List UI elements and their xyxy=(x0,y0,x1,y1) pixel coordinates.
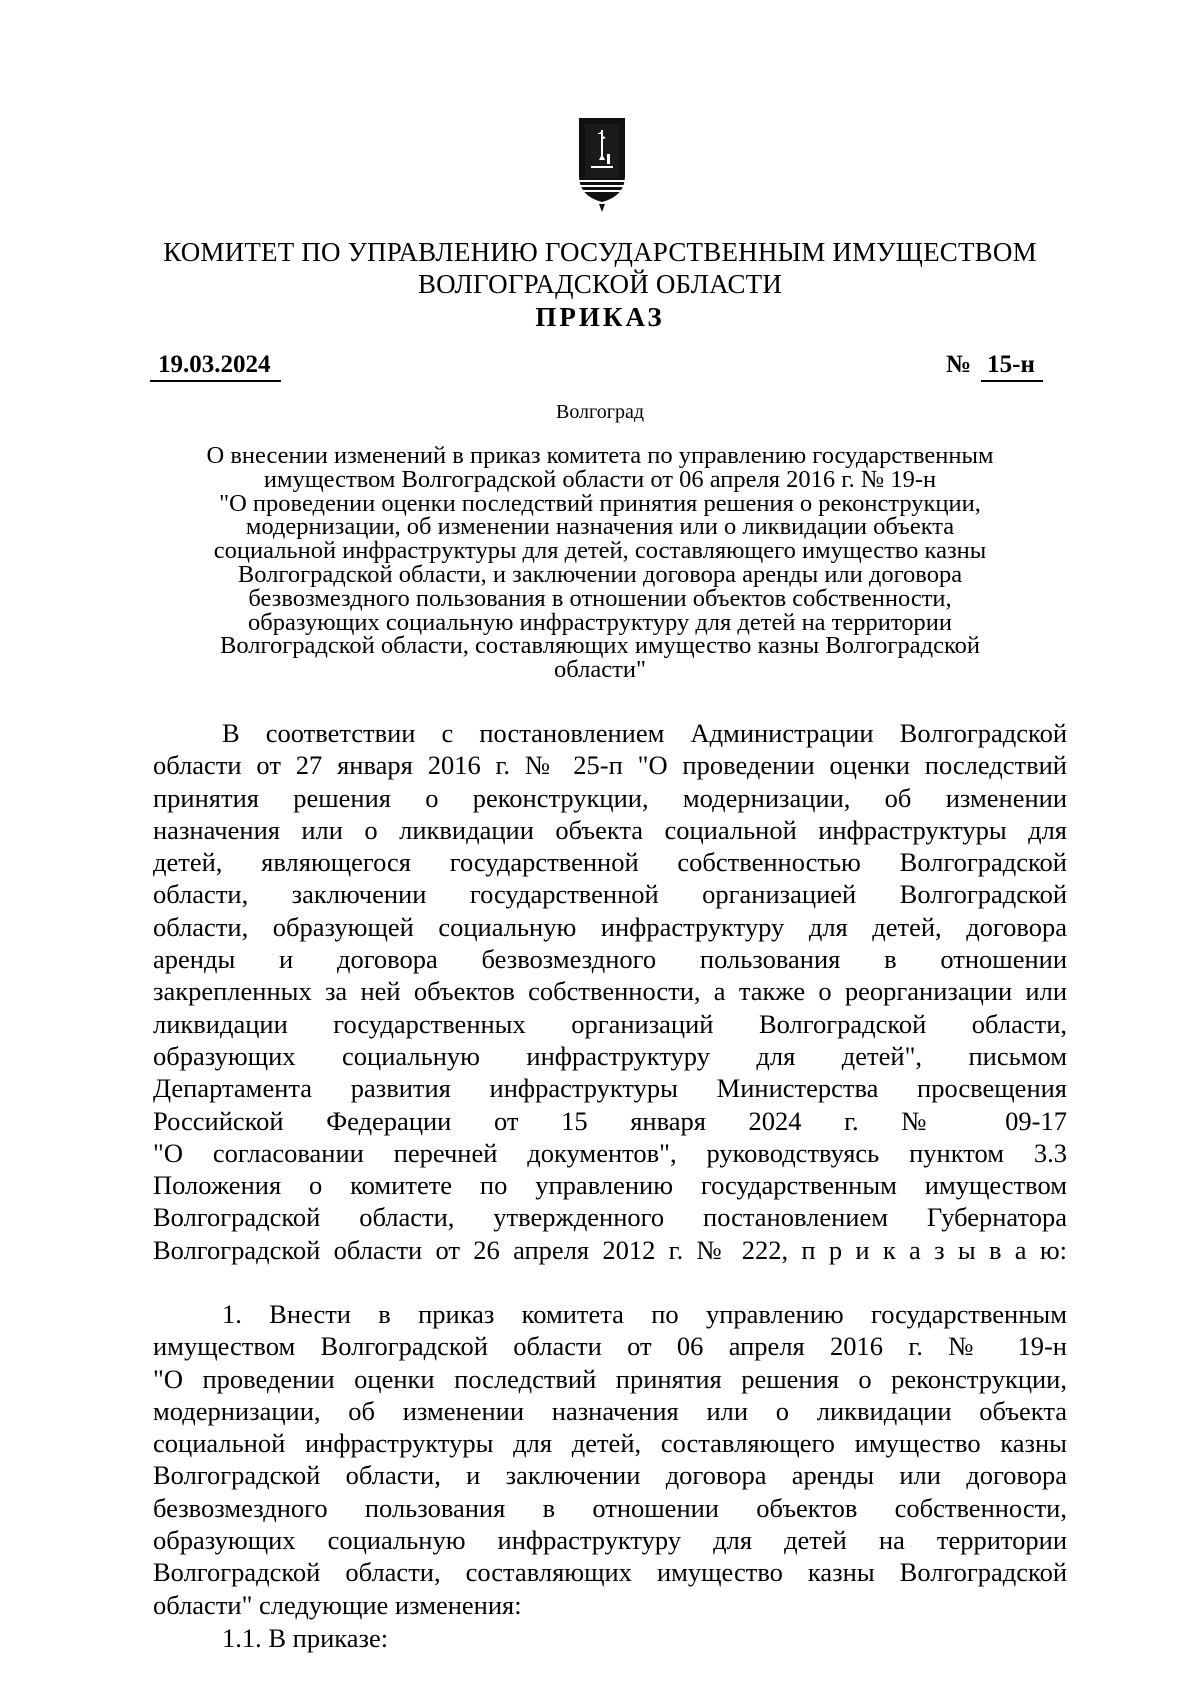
order-subject xyxy=(148,444,1052,682)
organization-name-line-1: КОМИТЕТ ПО УПРАВЛЕНИЮ ГОСУДАРСТВЕННЫМ ИМУЩЕСТВОМ xyxy=(163,237,1037,267)
item-1-line: области" следующие изменения: xyxy=(153,1589,522,1620)
order-date: 19.03.2024 xyxy=(150,350,281,382)
item-1-line: модернизации, об изменении назначения или о ликвидации объекта xyxy=(153,1395,1067,1426)
subject-line: образующих социальную инфраструктуру для детей на территории xyxy=(248,608,952,636)
order-number-value: 15-н xyxy=(981,350,1043,382)
body-line: Волгоградской области, утвержденного постановлением Губернатора xyxy=(153,1202,1067,1233)
body-line: аренды и договора безвозмездного пользования в отношении xyxy=(153,944,1067,975)
body-line: области, заключении государственной организацией Волгоградской xyxy=(153,879,1067,910)
body-line: Департамента развития инфраструктуры Министерства просвещения xyxy=(153,1073,1067,1104)
body-line: принятия решения о реконструкции, модернизации, об изменении xyxy=(153,782,1067,813)
body-line: В соответствии с постановлением Администрации Волгоградской xyxy=(222,718,1067,748)
body-line: Волгоградской области от 26 апреля 2012 г. № 222, п р и к а з ы в а ю: xyxy=(153,1234,1067,1265)
item-1-line: Волгоградской области, составляющих имущество казны Волгоградской xyxy=(153,1557,1067,1588)
body-line: ликвидации государственных организаций Волгоградской области, xyxy=(153,1008,1067,1039)
subject-line: О внесении изменений в приказ комитета по управлению государственным xyxy=(206,442,994,469)
item-1-line: "О проведении оценки последствий принятия решения о реконструкции, xyxy=(153,1363,1067,1394)
subject-line: имуществом Волгоградской области от 06 апреля 2016 г. № 19-н xyxy=(263,465,937,493)
preamble-paragraph xyxy=(153,717,1067,1266)
order-number xyxy=(946,350,1043,382)
subject-line: Волгоградской области, и заключении договора аренды или договора xyxy=(237,560,963,588)
body-line: области, образующей социальную инфраструктуру для детей, договора xyxy=(153,911,1067,942)
item-1-line: имуществом Волгоградской области от 06 апреля 2016 г. № 19-н xyxy=(153,1331,1067,1362)
body-line: закрепленных за ней объектов собственности, а также о реорганизации или xyxy=(153,976,1067,1007)
document-type-title: ПРИКАЗ xyxy=(535,302,665,332)
subject-line: области" xyxy=(554,656,646,684)
subject-line: модернизации, об изменении назначения или о ликвидации объекта xyxy=(245,513,955,541)
city-name: Волгоград xyxy=(555,401,645,423)
item-1-line: 1. Внести в приказ комитета по управлению государственным xyxy=(222,1299,1067,1329)
organization-name-line-2: ВОЛГОГРАДСКОЙ ОБЛАСТИ xyxy=(417,269,783,299)
coat-of-arms-emblem xyxy=(577,116,627,226)
body-line: Положения о комитете по управлению государственным имуществом xyxy=(153,1170,1067,1201)
item-1-line: безвозмездного пользования в отношении объектов собственности, xyxy=(153,1492,1067,1523)
body-line: назначения или о ликвидации объекта социальной инфраструктуры для xyxy=(153,814,1067,845)
sub-item-1-1: 1.1. В приказе: xyxy=(222,1623,389,1653)
subject-line: безвозмездного пользования в отношении объектов собственности, xyxy=(248,584,952,612)
subject-line: "О проведении оценки последствий принятия решения о реконструкции, xyxy=(219,489,981,517)
body-line: детей, являющегося государственной собственностью Волгоградской xyxy=(153,847,1067,878)
body-line: Российской Федерации от 15 января 2024 г. № 09-17 xyxy=(153,1105,1067,1136)
item-1-line: социальной инфраструктуры для детей, составляющего имущество казны xyxy=(153,1428,1067,1459)
number-sign: № xyxy=(946,351,972,378)
subject-line: социальной инфраструктуры для детей, составляющего имущество казны xyxy=(213,537,987,565)
body-line: области от 27 января 2016 г. № 25-п "О проведении оценки последствий xyxy=(153,750,1067,781)
item-1-paragraph xyxy=(153,1298,1067,1621)
body-line: образующих социальную инфраструктуру для детей", письмом xyxy=(153,1040,1067,1071)
subject-line: Волгоградской области, составляющих имущество казны Волгоградской xyxy=(220,632,980,660)
item-1-line: образующих социальную инфраструктуру для детей на территории xyxy=(153,1525,1067,1556)
item-1-line: Волгоградской области, и заключении договора аренды или договора xyxy=(153,1460,1067,1491)
body-line: "О согласовании перечней документов", руководствуясь пунктом 3.3 xyxy=(153,1137,1067,1168)
